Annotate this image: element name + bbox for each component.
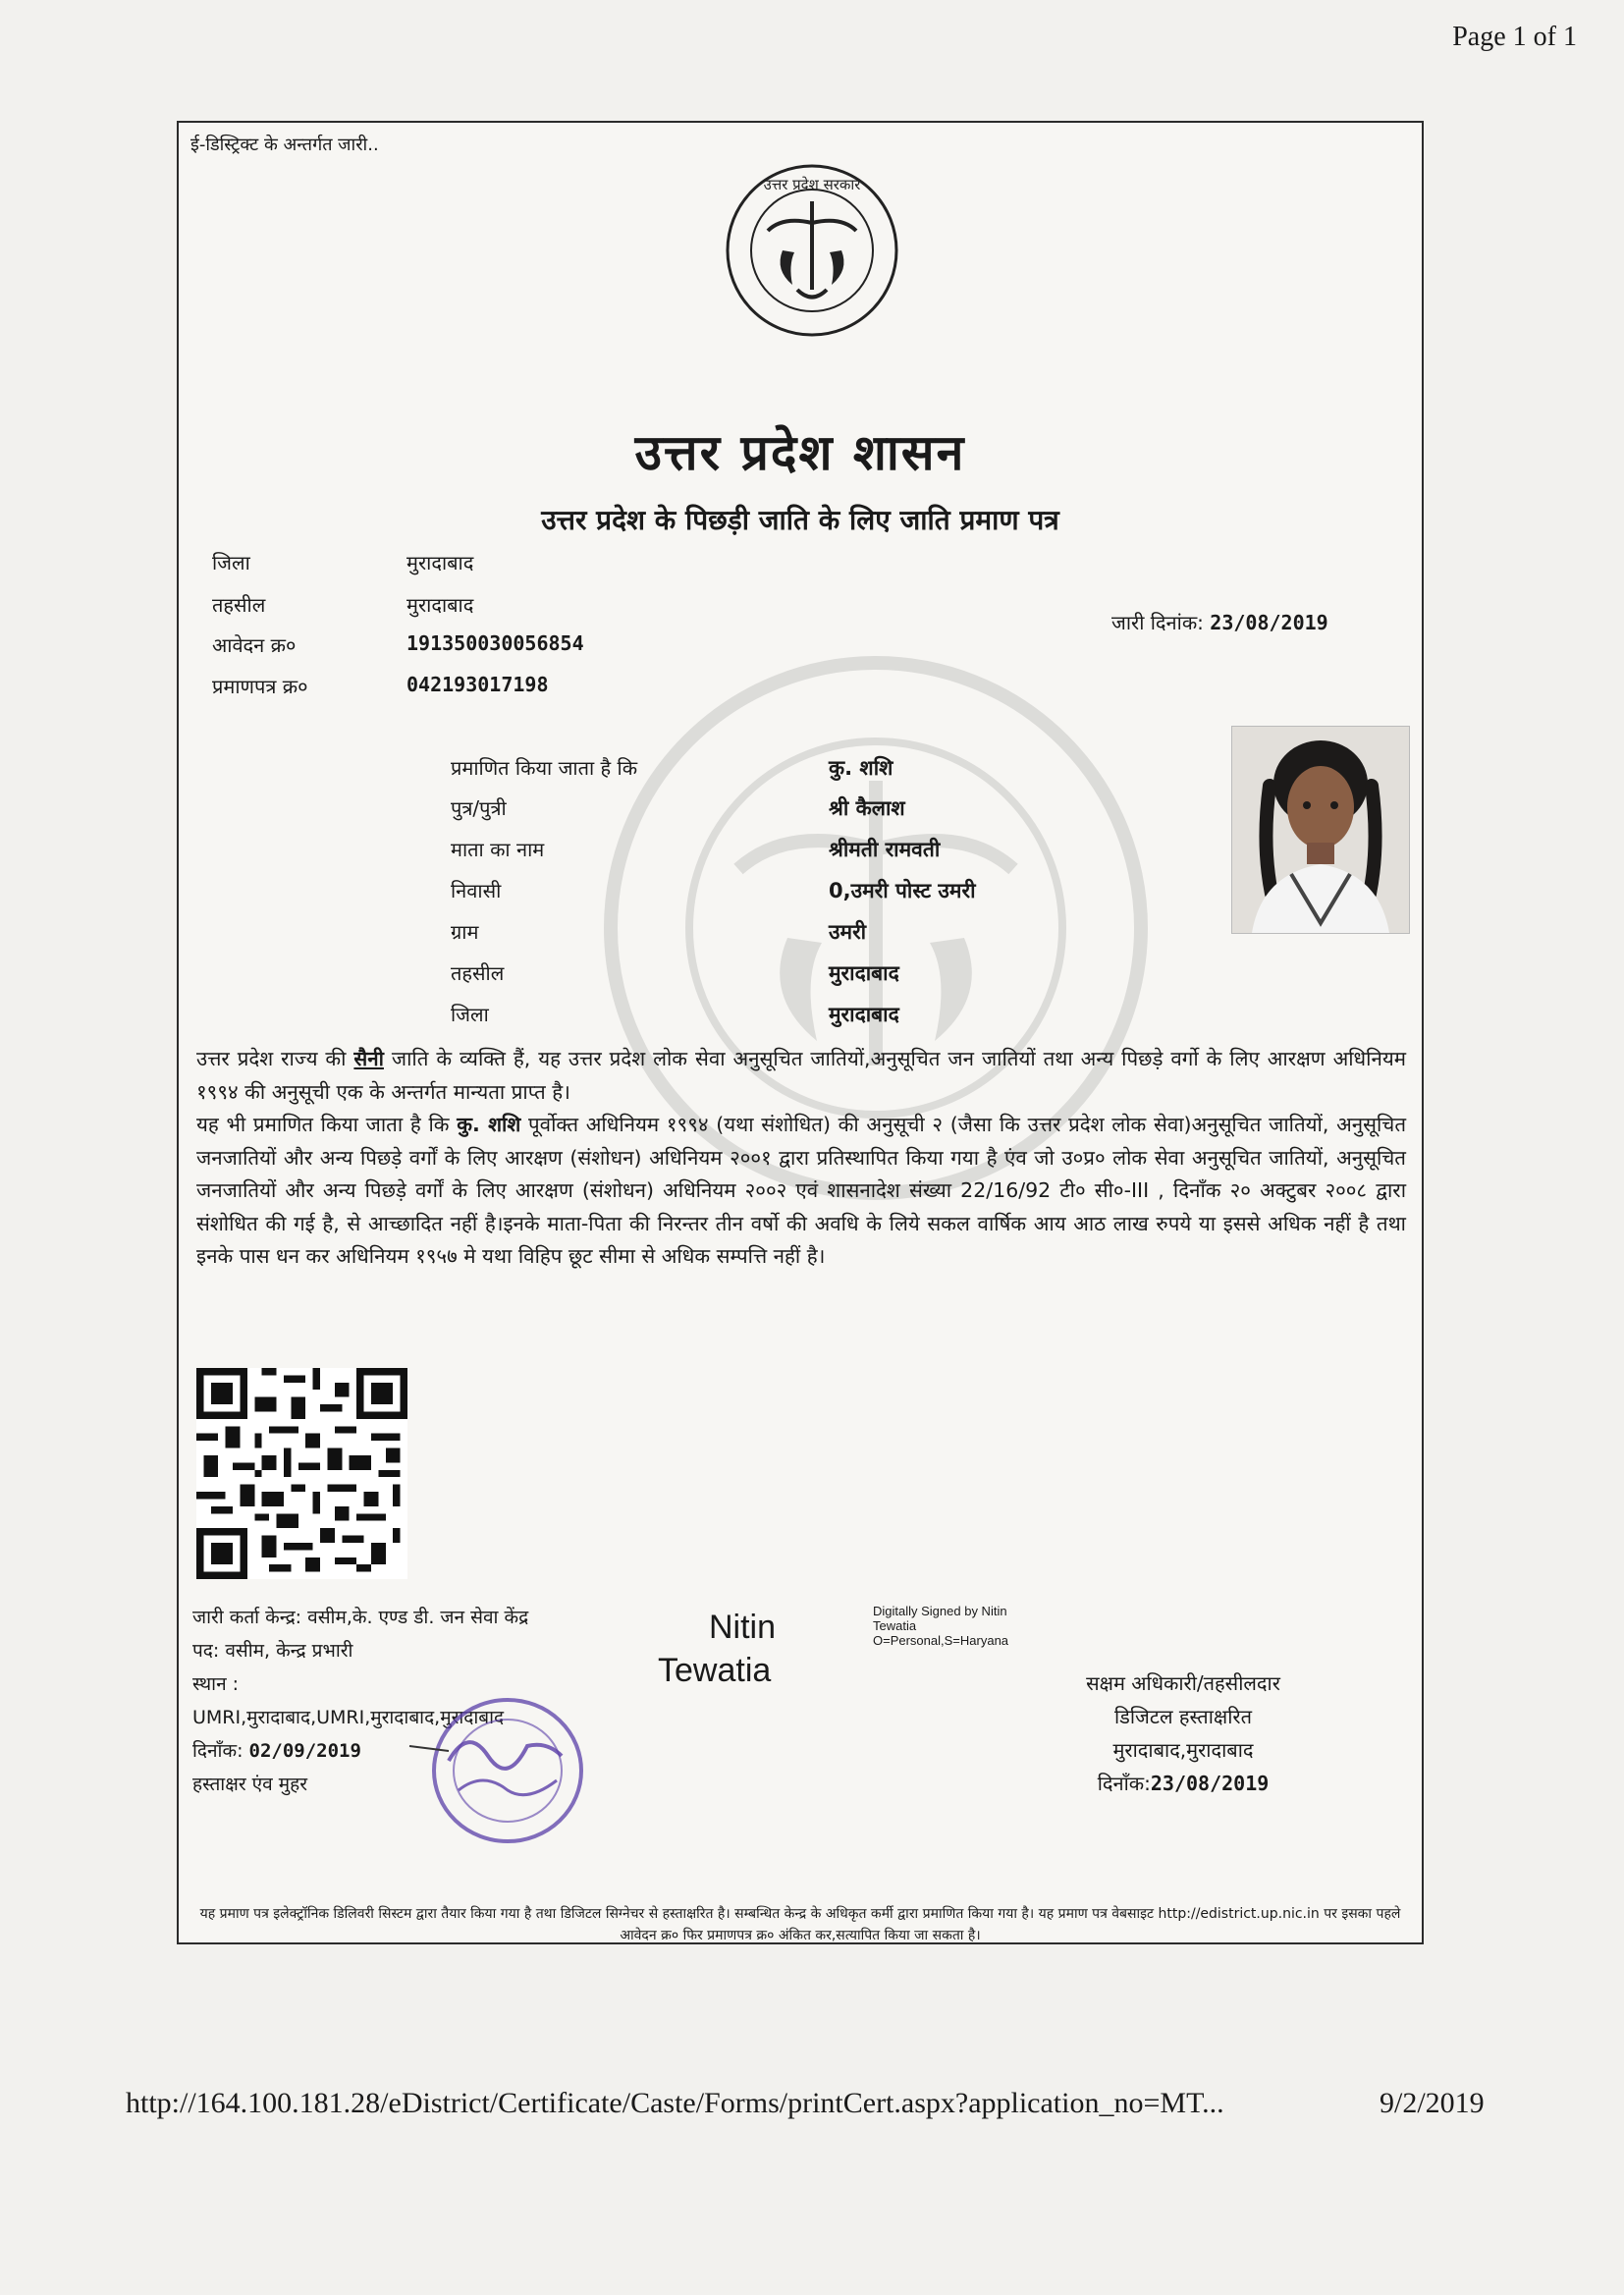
detail-value-resident: 0,उमरी पोस्ट उमरी xyxy=(829,879,976,902)
emblem-text: उत्तर प्रदेश सरकार xyxy=(763,176,861,193)
issue-date xyxy=(1111,609,1328,635)
issuer-sign-label: हस्ताक्षर एंव मुहर xyxy=(192,1774,307,1795)
dsig-name-line1: Nitin xyxy=(709,1609,777,1646)
issuer-centre: जारी कर्ता केन्द्र: वसीम,के. एण्ड डी. जन सेवा केंद्र xyxy=(192,1607,529,1628)
detail-value-tehsil: मुरादाबाद xyxy=(829,961,899,985)
footer-url: http://164.100.181.28/eDistrict/Certificate/Caste/Forms/printCert.aspx?application_no=MT... xyxy=(126,2087,1224,2119)
digital-signature-name xyxy=(658,1606,777,1692)
detail-label-village: ग्राम xyxy=(451,920,479,944)
caste-name: सैनी xyxy=(353,1047,384,1070)
dsig-name-line2: Tewatia xyxy=(658,1652,772,1689)
issuer-place: UMRI,मुरादाबाद,UMRI,मुरादाबाद,मुरादाबाद xyxy=(192,1707,505,1728)
body-paragraph-1 xyxy=(196,1043,1406,1109)
para2-name: कु. शशि xyxy=(457,1113,521,1136)
detail-value-name: कु. शशि xyxy=(829,756,893,780)
dsig-meta-line3: O=Personal,S=Haryana xyxy=(873,1633,1009,1648)
meta-value-district: मुरादाबाद xyxy=(406,551,474,574)
certificate-frame xyxy=(177,121,1424,1944)
authority-signed: डिजिटल हस्ताक्षरित xyxy=(1114,1705,1252,1728)
verification-note: यह प्रमाण पत्र इलेक्ट्रॉनिक डिलिवरी सिस्टम द्वारा तैयार किया गया है तथा डिजिटल सिग्नेचर से हस्ताक्षरित है। सम्बन्धित केन्द्र के अधिकृत कर्मी द्वारा प्रमाणित किया गया है। यह प्रमाण पत्र वेबसाइट http://edistrict.up.nic.in पर इसका पहले आवेदन क्र० फिर प्रमाणपत्र क्र० अंकित कर,सत्यापित किया जा सकता है। xyxy=(199,1906,1401,1943)
up-emblem-icon xyxy=(724,162,900,339)
detail-label-certified: प्रमाणित किया जाता है कि xyxy=(451,756,638,780)
page-header: Page 1 of 1 xyxy=(1452,22,1577,52)
issuer-place-label: स्थान : xyxy=(192,1673,240,1695)
authority-date-label: दिनाँक: xyxy=(1097,1772,1151,1795)
dsig-meta-line2: Tewatia xyxy=(873,1618,917,1633)
detail-label-resident: निवासी xyxy=(451,879,502,902)
issuer-date-label: दिनाँक: xyxy=(192,1740,244,1762)
issued-under-note: ई-डिस्ट्रिक्ट के अन्तर्गत जारी.. xyxy=(190,135,379,155)
authority-place: मुरादाबाद,मुरादाबाद xyxy=(1112,1738,1254,1762)
detail-label-mother: माता का नाम xyxy=(451,838,545,861)
certificate-body xyxy=(196,1043,1406,1274)
meta-label-certificate-no: प्रमाणपत्र क्र० xyxy=(212,675,308,698)
para2-start: यह भी प्रमाणित किया जाता है कि xyxy=(196,1113,458,1136)
para1-start: उत्तर प्रदेश राज्य की xyxy=(196,1047,354,1070)
footer-date: 9/2/2019 xyxy=(1380,2087,1485,2119)
issue-date-label: जारी दिनांक: xyxy=(1111,611,1204,634)
meta-label-application-no: आवेदन क्र० xyxy=(212,633,297,657)
meta-label-district: जिला xyxy=(212,551,250,574)
government-title: उत्तर प्रदेश शासन xyxy=(634,424,966,481)
meta-value-application-no: 191350030056854 xyxy=(406,631,584,655)
detail-value-mother: श्रीमती रामवती xyxy=(829,838,941,861)
digital-signature-meta xyxy=(873,1604,1008,1648)
detail-label-son-daughter: पुत्र/पुत्री xyxy=(451,796,507,820)
para1-rest: जाति के व्यक्ति हैं, यह उत्तर प्रदेश लोक सेवा अनुसूचित जातियों,अनुसूचित जन जातियों तथा अन्य पिछड़े वर्गो के लिए आरक्षण अधिनियम १९९४ की अनुसूची एक के अन्तर्गत मान्यता प्राप्त है। xyxy=(196,1047,1406,1104)
dsig-meta-line1: Digitally Signed by Nitin xyxy=(873,1604,1007,1618)
rubber-stamp-icon xyxy=(390,1687,606,1849)
detail-value-father: श्री कैलाश xyxy=(829,796,905,820)
detail-value-village: उमरी xyxy=(829,920,867,944)
detail-value-district: मुरादाबाद xyxy=(829,1003,899,1026)
meta-value-tehsil: मुरादाबाद xyxy=(406,593,474,617)
meta-label-tehsil: तहसील xyxy=(212,593,266,617)
applicant-photo xyxy=(1231,726,1410,934)
meta-value-certificate-no: 042193017198 xyxy=(406,673,549,696)
detail-label-tehsil: तहसील xyxy=(451,961,505,985)
para2-rest: पूर्वोक्त अधिनियम १९९४ (यथा संशोधित) की अनुसूची २ (जैसा कि उत्तर प्रदेश लोक सेवा)अनुसूचित जातियों, अनुसूचित जनजातियों और अन्य पिछड़े वर्गों के लिए आरक्षण (संशोधन) अधिनियम २००१ द्वारा प्रतिस्थापित किया गया है एंव जो उ०प्र० लोक सेवा अनुसूचित जातियों, अनुसूचित जनजातियों और अन्य पिछड़े वर्गों के लिए आरक्षण (संशोधन) अधिनियम २००२ एवं शासनादेश संख्या 22/16/92 टी० सी०-III , दिनाँक २० अक्टुबर २००८ द्वारा संशोधित की गई है, से आच्छादित नहीं है।इनके माता-पिता की निरन्तर तीन वर्षो की अवधि के लिये सकल वार्षिक आय आठ लाख रुपये या इससे अधिक नहीं है तथा इनके पास धन कर अधिनियम १९५७ मे यथा विहिप छूट सीमा से अधिक सम्पत्ति नहीं है। xyxy=(196,1113,1406,1268)
authority-block xyxy=(1021,1667,1345,1800)
issuer-date-value: 02/09/2019 xyxy=(248,1740,361,1762)
detail-label-district: जिला xyxy=(451,1003,489,1026)
authority-title: सक्षम अधिकारी/तहसीलदार xyxy=(1086,1671,1280,1695)
qr-code-icon xyxy=(196,1368,407,1579)
body-paragraph-2 xyxy=(196,1109,1406,1274)
authority-date xyxy=(1021,1767,1345,1800)
issuer-post: पद: वसीम, केन्द्र प्रभारी xyxy=(192,1640,353,1662)
issue-date-value: 23/08/2019 xyxy=(1210,611,1328,634)
authority-date-value: 23/08/2019 xyxy=(1150,1772,1270,1795)
person-photo-icon xyxy=(1232,727,1409,933)
certificate-title: उत्तर प्रदेश के पिछड़ी जाति के लिए जाति प्रमाण पत्र xyxy=(541,504,1059,536)
